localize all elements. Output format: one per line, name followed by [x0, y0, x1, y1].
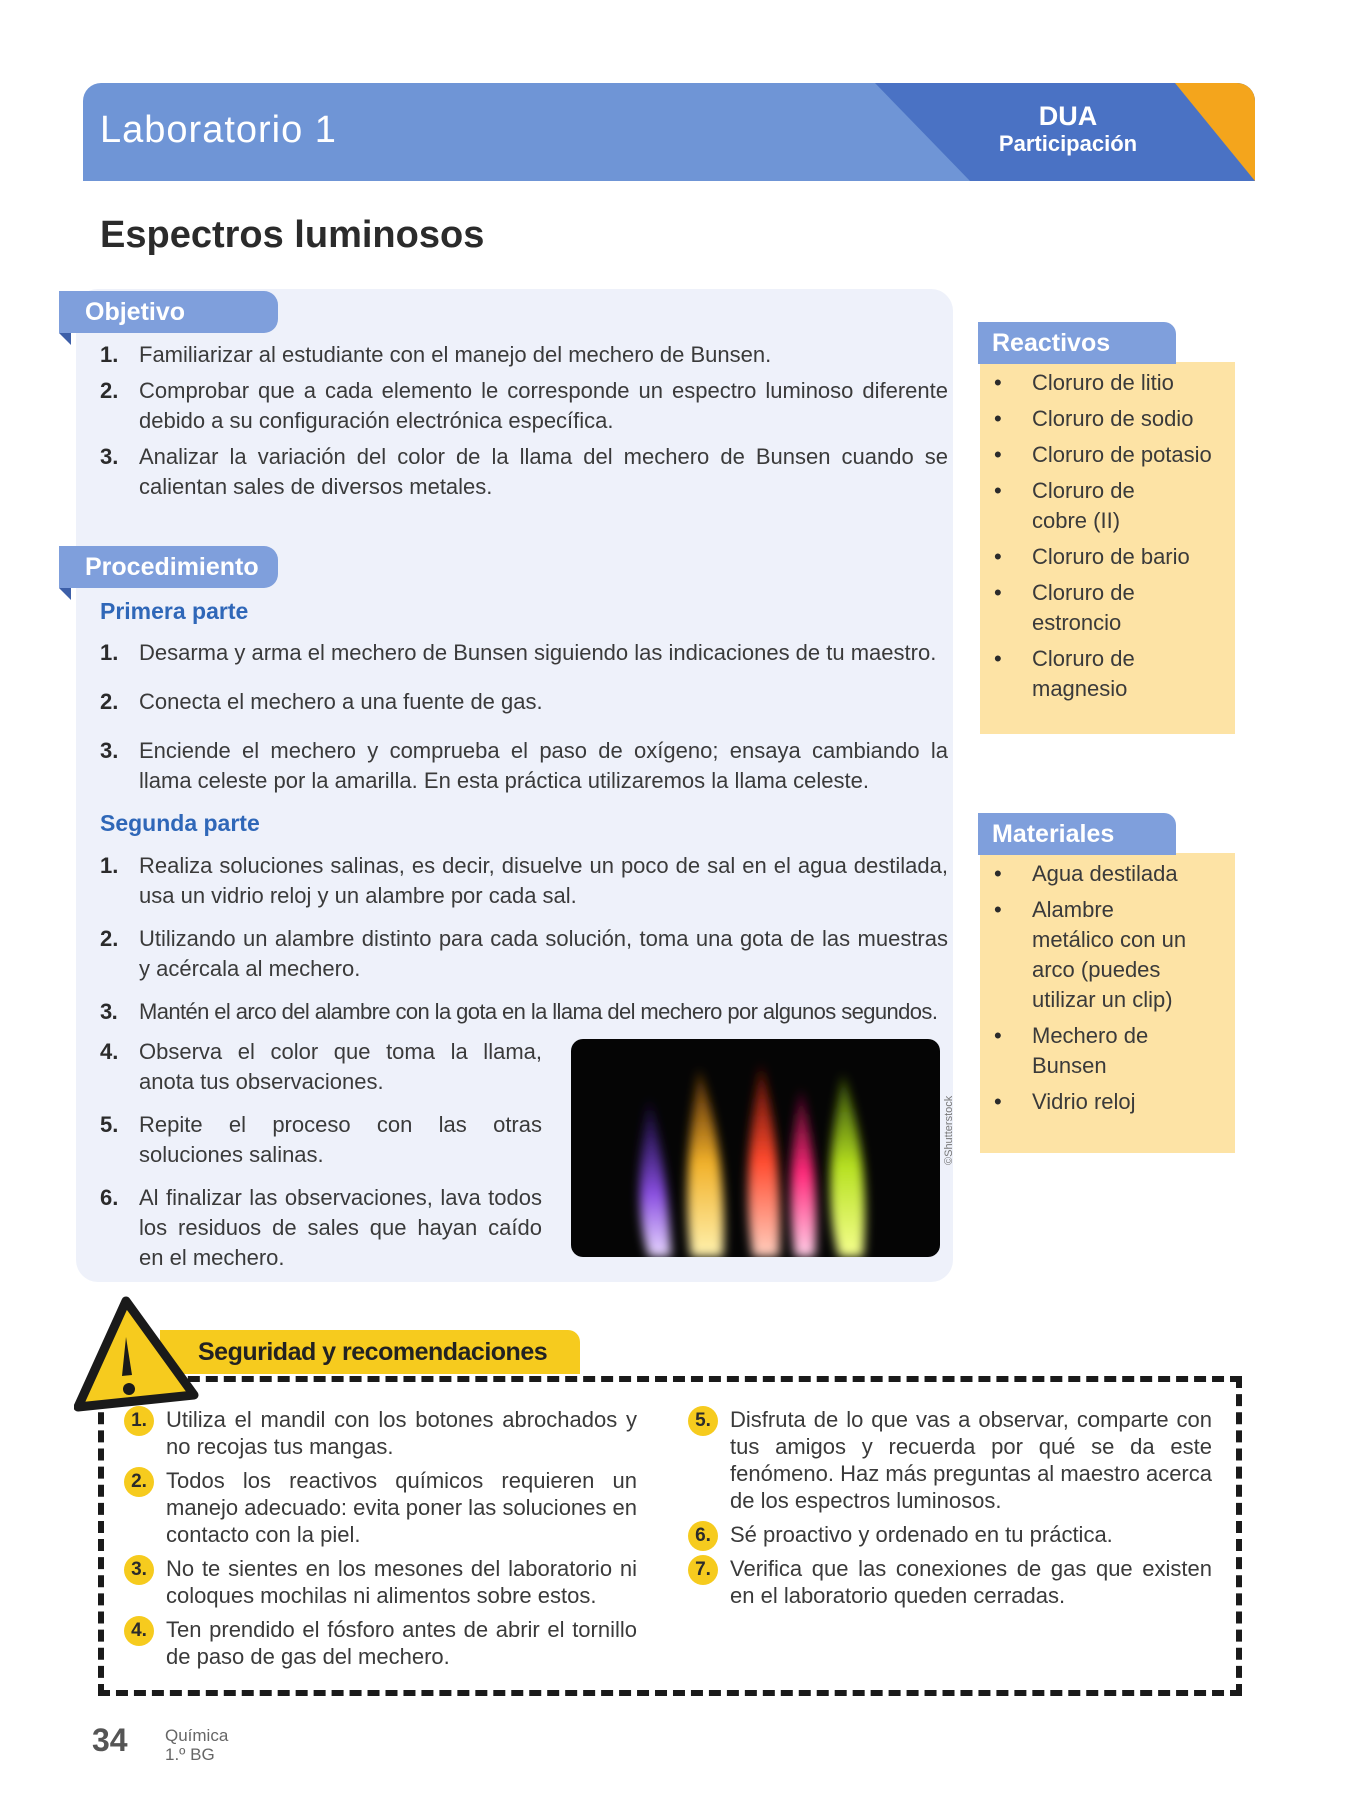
pink-flame [791, 1089, 816, 1257]
list-item: • Cloruro de cobre (II) [980, 476, 1152, 536]
list-item: 3. No te sientes en los mesones del laboratorio ni coloques mochilas ni alimentos sobre estos. [124, 1555, 637, 1609]
procedimiento-label: Procedimiento [85, 553, 259, 581]
list-item: • Cloruro de magnesio [980, 644, 1172, 704]
list-item: • Cloruro de bario [980, 542, 1235, 572]
dua-participacion: Participación [998, 131, 1138, 156]
procedimiento-tab [59, 546, 278, 588]
segunda-parte-list-a [100, 851, 948, 1027]
objetivo-tab [59, 291, 278, 333]
list-item: 4. Observa el color que toma la llama, anota tus observaciones. [100, 1039, 542, 1094]
footer-subject [165, 1726, 228, 1764]
list-item: 1. Utiliza el mandil con los botones abrochados y no recojas tus mangas. [124, 1406, 637, 1460]
lab-title: Laboratorio 1 [100, 109, 337, 151]
header-banner [83, 83, 1255, 181]
list-item: 2. Todos los reactivos químicos requieren un manejo adecuado: evita poner las soluciones en contacto con la piel. [124, 1467, 637, 1548]
list-item: • Vidrio reloj [980, 1087, 1235, 1117]
dua-badge [998, 101, 1138, 157]
list-item: 1. Desarma y arma el mechero de Bunsen siguiendo las indicaciones de tu maestro. [100, 640, 937, 665]
safety-list-right [688, 1406, 1212, 1616]
objetivo-label: Objetivo [85, 298, 186, 326]
list-item: • Cloruro de estroncio [980, 578, 1162, 638]
list-item: 3. Enciende el mechero y comprueba el paso de oxígeno; ensaya cambiando la llama celeste por la amarilla. En esta práctica utilizaremos la llama celeste. [100, 738, 948, 793]
list-item: • Mechero de Bunsen [980, 1021, 1152, 1081]
yellow-flame [687, 1069, 724, 1257]
list-item: • Agua destilada [980, 859, 1235, 889]
primera-parte-list [100, 638, 948, 796]
materiales-box [980, 820, 1235, 1153]
reactivos-list [980, 368, 1235, 710]
photo-credit: ©Shutterstock [943, 1095, 955, 1165]
list-item: 2. Utilizando un alambre distinto para cada solución, toma una gota de las muestras y acércala al mechero. [100, 926, 948, 981]
safety-title: Seguridad y recomendaciones [198, 1338, 548, 1366]
segunda-parte-heading: Segunda parte [100, 810, 260, 836]
list-item: 2. Conecta el mechero a una fuente de gas. [100, 689, 543, 714]
list-item: • Cloruro de sodio [980, 404, 1235, 434]
grade-label: 1.º BG [165, 1745, 215, 1764]
safety-list-left [124, 1406, 637, 1677]
materiales-tab: Materiales [978, 813, 1176, 855]
list-item: 5. Disfruta de lo que vas a observar, comparte con tus amigos y recuerda por qué se da este fenómeno. Haz más preguntas al maestro acerca de los espectros luminosos. [688, 1406, 1212, 1514]
dua-label: DUA [1038, 101, 1098, 131]
list-item: • Alambre metálico con un arco (puedes utilizar un clip) [980, 895, 1192, 1015]
list-item: 6. Sé proactivo y ordenado en tu práctica. [688, 1521, 1212, 1548]
list-item: 5. Repite el proceso con las otras soluciones salinas. [100, 1112, 542, 1167]
primera-parte-heading: Primera parte [100, 598, 249, 624]
purple-flame [640, 1099, 671, 1257]
reactivos-tab: Reactivos [978, 322, 1176, 364]
list-item: 2. Comprobar que a cada elemento le corresponde un espectro luminoso diferente debido a su configuración electrónica específica. [100, 378, 948, 433]
objetivo-list [100, 340, 948, 502]
materiales-list [980, 859, 1235, 1123]
list-item: 3. Mantén el arco del alambre con la gota en la llama del mechero por algunos segundos. [100, 999, 938, 1024]
subject-label: Química [165, 1726, 229, 1745]
list-item: 4. Ten prendido el fósforo antes de abrir el tornillo de paso de gas del mechero. [124, 1616, 637, 1670]
segunda-parte-list-b [100, 1037, 542, 1273]
list-item: 3. Analizar la variación del color de la llama del mechero de Bunsen cuando se calientan sales de diversos metales. [100, 444, 948, 499]
green-flame [830, 1074, 865, 1257]
flame-illustration [571, 1039, 940, 1257]
page-number: 34 [92, 1722, 128, 1758]
list-item: 1. Familiarizar al estudiante con el manejo del mechero de Bunsen. [100, 342, 772, 367]
list-item: 6. Al finalizar las observaciones, lava todos los residuos de sales que hayan caído en el mechero. [100, 1185, 542, 1270]
list-item: • Cloruro de litio [980, 368, 1235, 398]
warning-icon [74, 1295, 200, 1415]
page-title: Espectros luminosos [100, 214, 485, 256]
safety-tab [160, 1330, 580, 1374]
list-item: 7. Verifica que las conexiones de gas que existen en el laboratorio queden cerradas. [688, 1555, 1212, 1609]
list-item: • Cloruro de potasio [980, 440, 1235, 470]
red-flame [748, 1064, 780, 1257]
reactivos-box [980, 329, 1235, 734]
flame-test-photo [571, 1039, 940, 1257]
list-item: 1. Realiza soluciones salinas, es decir, disuelve un poco de sal en el agua destilada, usa un vidrio reloj y un alambre por cada sal. [100, 853, 948, 908]
